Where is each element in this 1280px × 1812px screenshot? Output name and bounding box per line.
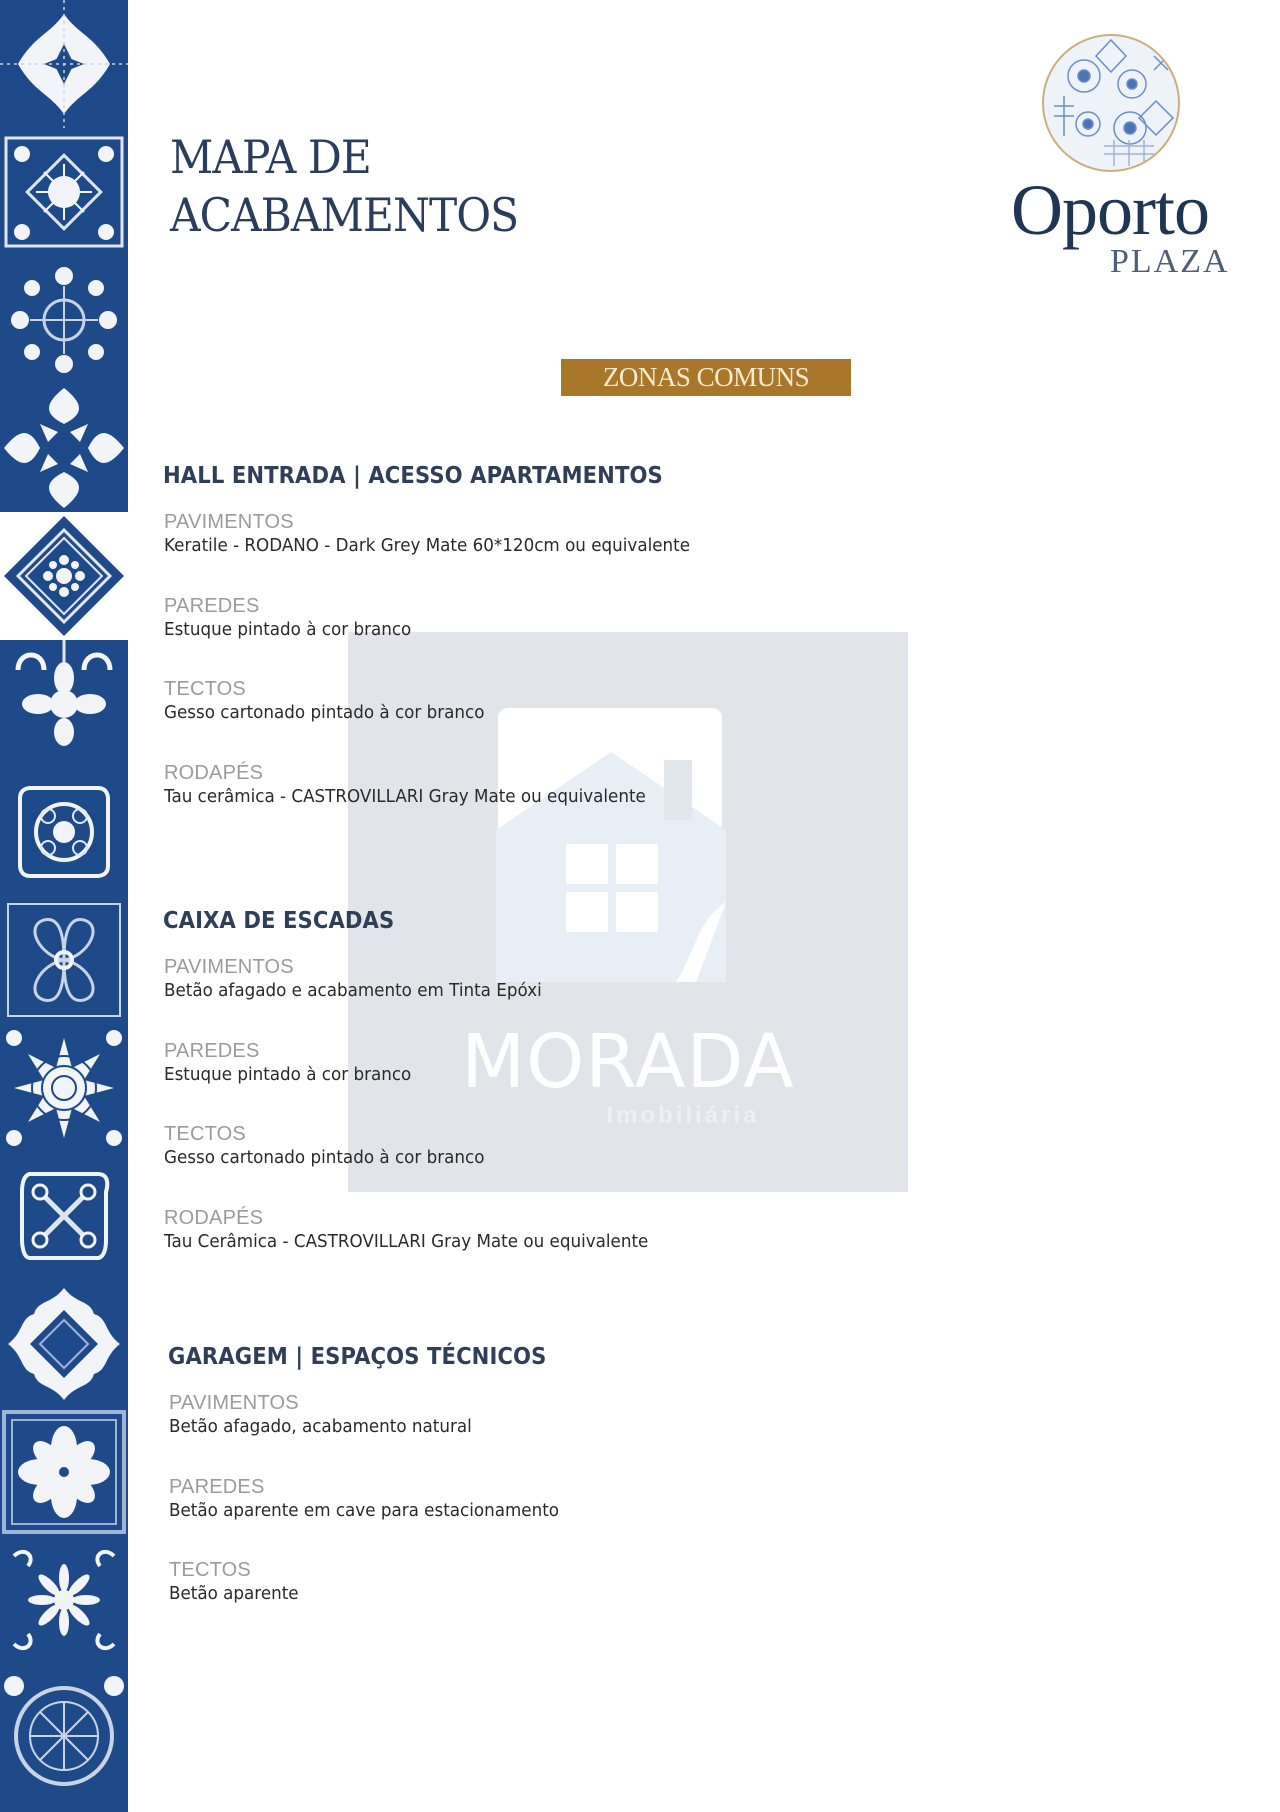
tile-flower-icon <box>0 0 128 128</box>
section-title: HALL ENTRADA | ACESSO APARTAMENTOS <box>163 461 663 489</box>
oporto-plaza-logo <box>960 30 1260 280</box>
logo-wordmark: Oporto <box>1011 170 1209 250</box>
spec-label: TECTOS <box>164 1123 246 1145</box>
section-title: GARAGEM | ESPAÇOS TÉCNICOS <box>168 1342 547 1370</box>
tile-double-diamond-icon <box>0 512 128 640</box>
tile-star-flowers-icon <box>0 256 128 384</box>
spec-value: Betão afagado, acabamento natural <box>169 1416 472 1437</box>
spec-item <box>169 1391 495 1439</box>
section-title: CAIXA DE ESCADAS <box>163 906 395 934</box>
spec-item <box>164 510 730 558</box>
spec-value: Tau Cerâmica - CASTROVILLARI Gray Mate ou equivalente <box>164 1231 649 1252</box>
spec-value: Betão afagado e acabamento em Tinta Epóxi <box>164 980 542 1001</box>
spec-value: Estuque pintado à cor branco <box>164 1064 412 1085</box>
spec-value: Betão aparente <box>169 1583 299 1604</box>
spec-label: PAVIMENTOS <box>164 956 294 978</box>
spec-item <box>164 1206 685 1254</box>
spec-label: RODAPÉS <box>164 762 264 784</box>
tile-leaf-cross-icon <box>0 384 128 512</box>
spec-label: PAREDES <box>164 595 260 617</box>
spec-item <box>164 1039 430 1087</box>
tile-dahlia-icon <box>0 1024 128 1152</box>
tile-quatrefoil-frame-icon <box>0 768 128 896</box>
spec-label: TECTOS <box>169 1559 251 1581</box>
tile-wavy-diamond-icon <box>0 1280 128 1408</box>
page-title-line-1: MAPA DE <box>170 130 371 184</box>
azulejo-tile-badge-icon <box>1042 34 1180 172</box>
spec-value: Keratile - RODANO - Dark Grey Mate 60*120cm ou equivalente <box>164 535 691 556</box>
spec-item <box>169 1558 308 1606</box>
spec-label: PAVIMENTOS <box>164 511 294 533</box>
spec-item <box>164 677 509 725</box>
spec-value: Gesso cartonado pintado à cor branco <box>164 702 485 723</box>
tile-star-flower-frame-icon <box>0 1408 128 1536</box>
section-banner-zonas-comuns: ZONAS COMUNS <box>561 359 851 396</box>
spec-value: Gesso cartonado pintado à cor branco <box>164 1147 485 1168</box>
section-hall-entrada <box>163 460 883 807</box>
spec-label: RODAPÉS <box>164 1207 264 1229</box>
watermark-subtitle: Imobiliária <box>606 1102 760 1129</box>
spec-item <box>164 955 570 1003</box>
tile-daisy-scroll-icon <box>0 1536 128 1664</box>
logo-subtitle: PLAZA <box>1110 243 1230 280</box>
page-title <box>170 128 518 244</box>
tile-scroll-cross-icon <box>0 1152 128 1280</box>
page-title-line-2: ACABAMENTOS <box>170 188 519 242</box>
tile-rosette-icon <box>0 1664 128 1792</box>
spec-label: PAREDES <box>169 1476 265 1498</box>
spec-value: Betão aparente em cave para estacionamento <box>169 1500 560 1521</box>
azulejo-tile-strip <box>0 0 128 1812</box>
spec-item <box>164 1122 509 1170</box>
spec-label: TECTOS <box>164 678 246 700</box>
section-garagem <box>168 1341 888 1604</box>
spec-item <box>169 1475 588 1523</box>
spec-value: Tau cerâmica - CASTROVILLARI Gray Mate ou equivalente <box>164 786 646 807</box>
watermark-brand: MORADA <box>461 1019 795 1105</box>
spec-item <box>164 594 430 642</box>
spec-label: PAVIMENTOS <box>169 1392 299 1414</box>
spec-label: PAREDES <box>164 1040 260 1062</box>
tile-outline-flower-icon <box>0 896 128 1024</box>
spec-item <box>164 761 682 809</box>
tile-diamond-sun-icon <box>0 128 128 256</box>
spec-value: Estuque pintado à cor branco <box>164 619 412 640</box>
tile-fleur-icon <box>0 640 128 768</box>
